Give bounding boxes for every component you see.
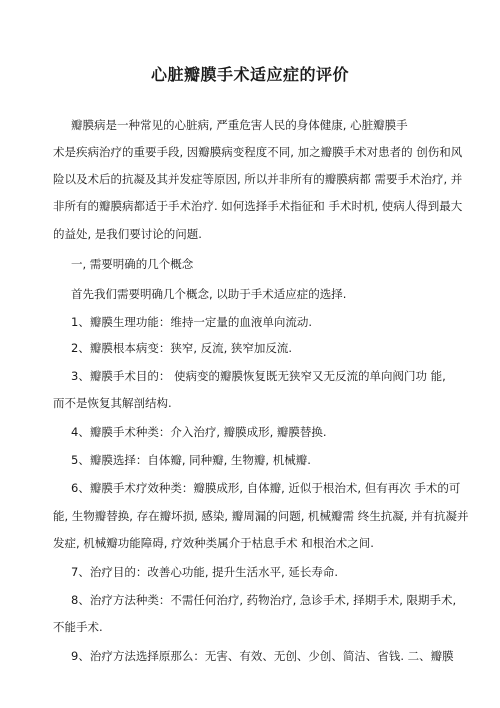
list-item: 8、治疗方法种类：不需任何治疗, 药物治疗, 急诊手术, 择期手术, 限期手术, (71, 593, 457, 607)
paragraph-line: 术是疾病治疗的重要手段, 因瓣膜病变程度不同, 加之瓣膜手术对患者的 创伤和风 (53, 145, 463, 159)
list-item: 4、瓣膜手术种类：介入治疗, 瓣膜成形, 瓣膜替换. (71, 425, 327, 439)
list-item-continuation: 而不是恢复其解剖结构. (53, 396, 172, 410)
paragraph-line: 非所有的瓣膜病都适于手术治疗. 如何选择手术指征和 手术时机, 使病人得到最大 (53, 199, 463, 213)
list-item: 1、瓣膜生理功能：维持一定量的血液单向流动. (71, 315, 312, 329)
list-item: 7、治疗目的：改善心功能, 提升生活水平, 延长寿命. (71, 565, 339, 579)
list-item: 6、瓣膜手术疗效种类：瓣膜成形, 自体瓣, 近似于根治术, 但有再次 手术的可 (71, 481, 461, 495)
paragraph-line: 的益处, 是我们要讨论的问题. (53, 227, 202, 241)
list-item: 2、瓣膜根本病变：狭窄, 反流, 狭窄加反流. (71, 341, 293, 355)
list-item-continuation: 发症, 机械瓣功能障碍, 疗效种类属介于枯息手术 和根治术之间. (53, 536, 374, 550)
list-item: 5、瓣膜选择：自体瓣, 同种瓣, 生物瓣, 机械瓣. (71, 453, 311, 467)
section-heading: 一, 需要明确的几个概念 (71, 257, 194, 271)
list-item: 9、治疗方法选择原那么：无害、有效、无创、少创、简洁、省钱. 二、瓣膜 (71, 649, 454, 663)
list-item-continuation: 不能手术. (53, 620, 103, 634)
document-title: 心脏瓣膜手术适应症的评价 (150, 65, 349, 84)
list-item: 3、瓣膜手术目的： 使病变的瓣膜恢复既无狭窄又无反流的单向阀门功 能, (71, 369, 446, 383)
paragraph-line: 首先我们需要明确几个概念, 以助于手术适应症的选择. (71, 287, 347, 301)
list-item-continuation: 能, 生物瓣替换, 存在瓣坏损, 感染, 瓣周漏的问题, 机械瓣需 终生抗凝, 并有抗凝并 (53, 509, 469, 523)
paragraph-line: 瓣膜病是一种常见的心脏病, 严重危害人民的身体健康, 心脏瓣膜手 (71, 118, 408, 132)
paragraph-line: 险以及术后的抗凝及其并发症等原因, 所以并非所有的瓣膜病都 需要手术治疗, 并 (53, 172, 463, 186)
